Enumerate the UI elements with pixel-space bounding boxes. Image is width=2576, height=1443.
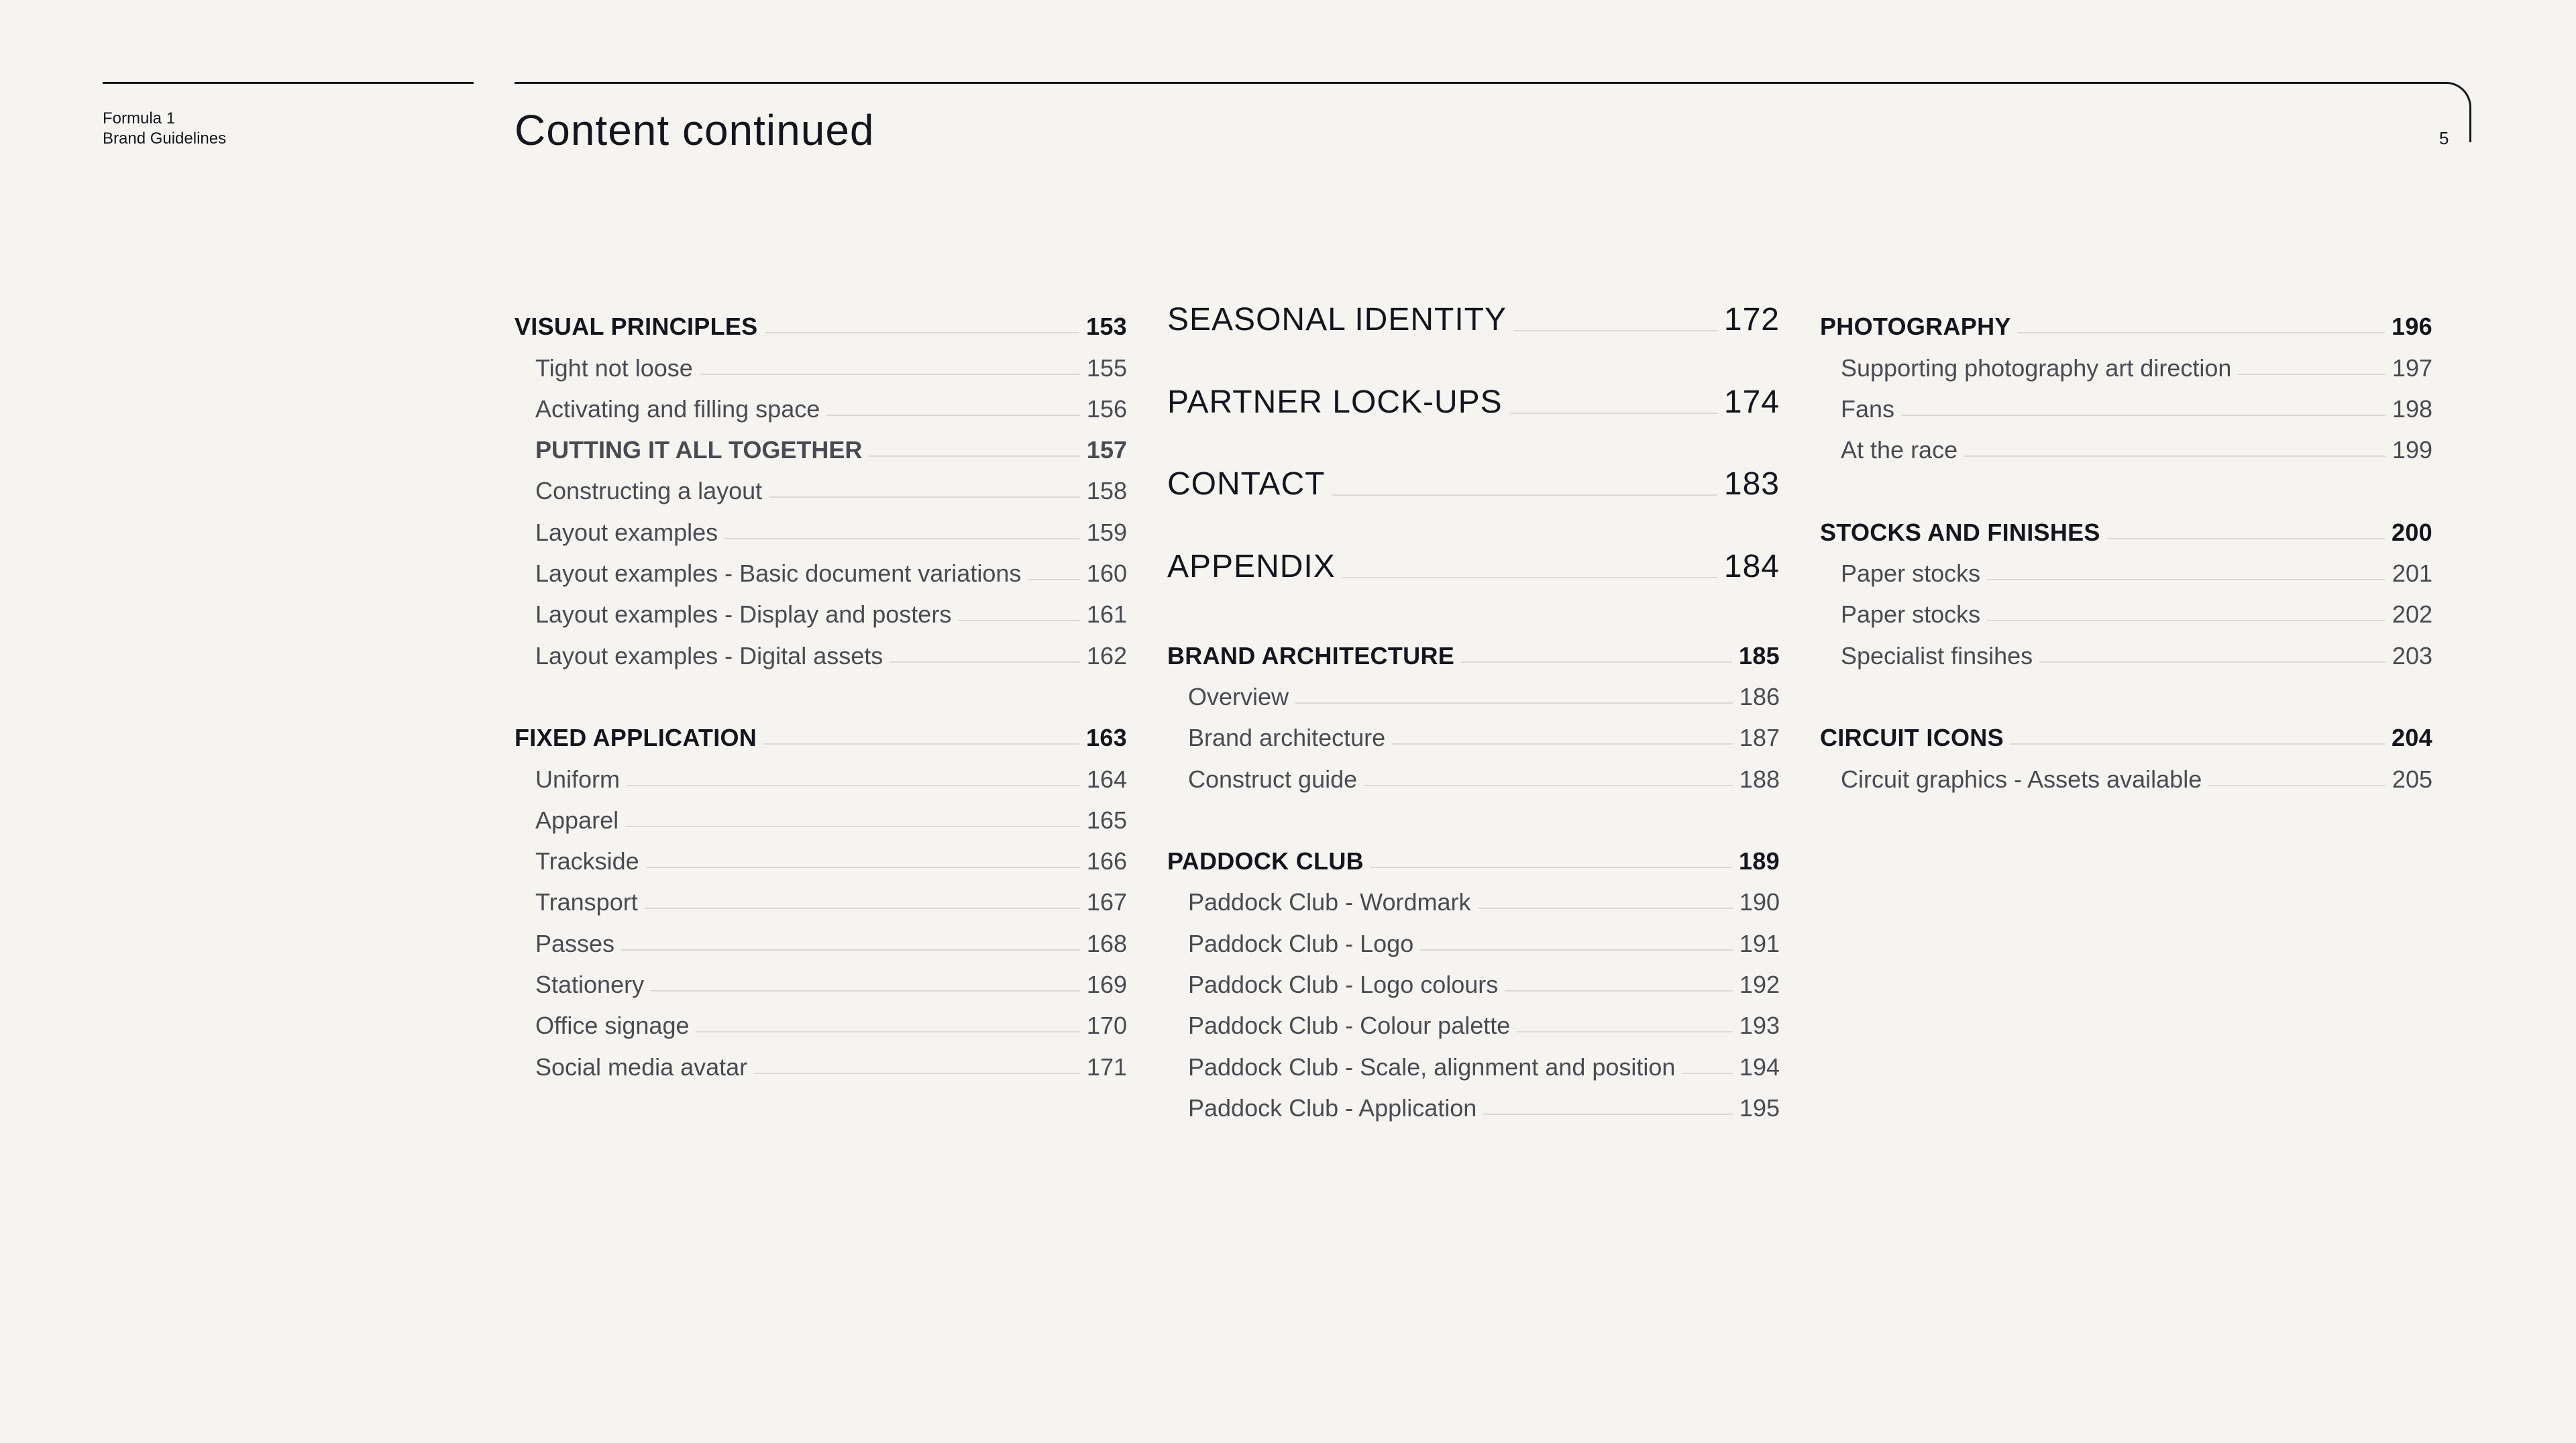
toc-entry-pc-application[interactable]: Paddock Club - Application 195 <box>1188 1093 1780 1122</box>
toc-entry-contact[interactable]: CONTACT 183 <box>1167 466 1780 502</box>
header-rule <box>103 82 474 84</box>
toc-entry-partner-lockups[interactable]: PARTNER LOCK-UPS 174 <box>1167 384 1780 420</box>
toc-entry-brand-architecture[interactable]: BRAND ARCHITECTURE 185 <box>1167 641 1780 670</box>
toc-entry-social-avatar[interactable]: Social media avatar 171 <box>535 1053 1127 1081</box>
page-number: 5 <box>2439 128 2449 148</box>
toc-entry-circuit-icons[interactable]: CIRCUIT ICONS 204 <box>1820 724 2432 752</box>
toc-entry-brand-architecture-sub[interactable]: Brand architecture 187 <box>1188 724 1780 752</box>
toc-entry-photography[interactable]: PHOTOGRAPHY 196 <box>1820 313 2432 341</box>
toc-entry-fans[interactable]: Fans 198 <box>1841 394 2432 423</box>
toc-entry-pc-wordmark[interactable]: Paddock Club - Wordmark 190 <box>1188 888 1780 916</box>
toc-entry-layout-display[interactable]: Layout examples - Display and posters 161 <box>535 600 1127 629</box>
toc-entry-overview[interactable]: Overview 186 <box>1188 682 1780 710</box>
toc-entry-pc-colour-palette[interactable]: Paddock Club - Colour palette 193 <box>1188 1012 1780 1040</box>
toc-entry-stocks-finishes[interactable]: STOCKS AND FINISHES 200 <box>1820 518 2432 546</box>
toc-entry-stationery[interactable]: Stationery 169 <box>535 971 1127 999</box>
brand-line-2: Brand Guidelines <box>103 129 227 148</box>
toc-entry-supporting-photography[interactable]: Supporting photography art direction 197 <box>1841 354 2432 382</box>
toc-entry-office-signage[interactable]: Office signage 170 <box>535 1012 1127 1040</box>
toc-entry-layout-basic[interactable]: Layout examples - Basic document variations 160 <box>535 559 1127 588</box>
toc-entry-seasonal-identity[interactable]: SEASONAL IDENTITY 172 <box>1167 302 1780 337</box>
toc-entry-paper-stocks-2[interactable]: Paper stocks 202 <box>1841 600 2432 629</box>
toc-entry-activating[interactable]: Activating and filling space 156 <box>535 394 1127 423</box>
toc-entry-pc-logo-colours[interactable]: Paddock Club - Logo colours 192 <box>1188 971 1780 999</box>
toc-entry-fixed-application[interactable]: FIXED APPLICATION 163 <box>515 724 1127 752</box>
toc-entry-circuit-graphics[interactable]: Circuit graphics - Assets available 205 <box>1841 765 2432 793</box>
toc-entry-pc-scale[interactable]: Paddock Club - Scale, alignment and position 194 <box>1188 1053 1780 1081</box>
toc-entry-visual-principles[interactable]: VISUAL PRINCIPLES 153 <box>515 313 1127 341</box>
toc-entry-at-the-race[interactable]: At the race 199 <box>1841 436 2432 464</box>
toc-entry-putting-it-all-together[interactable]: PUTTING IT ALL TOGETHER 157 <box>535 436 1127 464</box>
toc-column-3 <box>1820 301 2432 794</box>
toc-entry-apparel[interactable]: Apparel 165 <box>535 806 1127 834</box>
toc-entry-trackside[interactable]: Trackside 166 <box>535 847 1127 875</box>
toc-entry-layout-digital[interactable]: Layout examples - Digital assets 162 <box>535 641 1127 670</box>
toc-entry-paper-stocks-1[interactable]: Paper stocks 201 <box>1841 559 2432 588</box>
toc-entry-construct-guide[interactable]: Construct guide 188 <box>1188 765 1780 793</box>
toc-entry-pc-logo[interactable]: Paddock Club - Logo 191 <box>1188 929 1780 957</box>
toc-column-1 <box>515 301 1127 1082</box>
toc-entry-uniform[interactable]: Uniform 164 <box>535 765 1127 793</box>
toc-entry-appendix[interactable]: APPENDIX 184 <box>1167 548 1780 584</box>
page-title: Content continued <box>515 106 875 154</box>
toc-entry-specialist-finishes[interactable]: Specialist finsihes 203 <box>1841 641 2432 670</box>
brand-label <box>103 109 226 149</box>
toc-entry-constructing-layout[interactable]: Constructing a layout 158 <box>535 477 1127 505</box>
toc-entry-passes[interactable]: Passes 168 <box>535 929 1127 957</box>
toc-entry-paddock-club[interactable]: PADDOCK CLUB 189 <box>1167 847 1780 875</box>
brand-line-1: Formula 1 <box>103 109 176 127</box>
toc-entry-tight-not-loose[interactable]: Tight not loose 155 <box>535 354 1127 382</box>
toc-column-2 <box>1167 301 1780 1123</box>
toc-entry-transport[interactable]: Transport 167 <box>535 888 1127 916</box>
toc-entry-layout-examples[interactable]: Layout examples 159 <box>535 518 1127 546</box>
